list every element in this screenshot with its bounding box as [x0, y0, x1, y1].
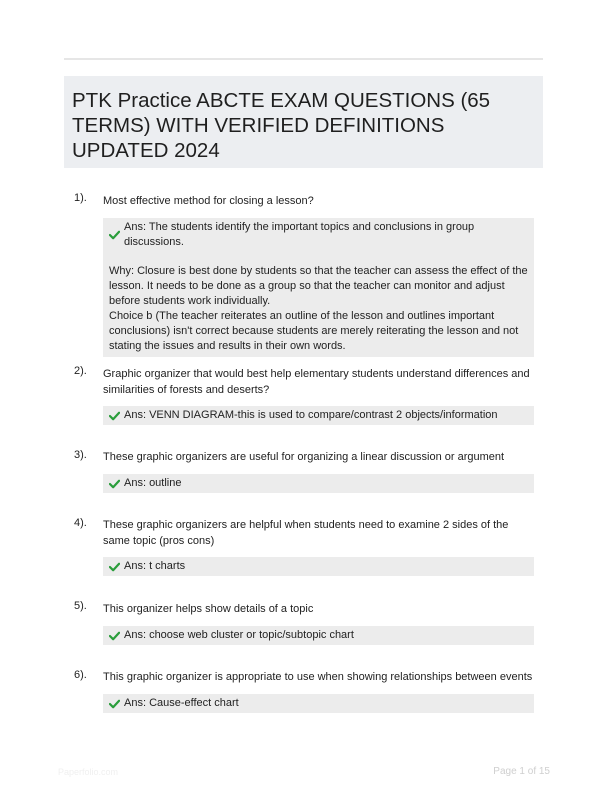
checkmark-icon: [109, 562, 120, 572]
answer-text: Ans: VENN DIAGRAM-this is used to compare/contrast 2 objects/information: [124, 409, 498, 421]
answer-box: [103, 474, 534, 493]
explanation-paragraph: Why: Closure is best done by students so that the teacher can assess the effect of the lesson. It needs to be done as a group so that the teacher can monitor and adjust before students work individually.: [109, 265, 528, 307]
checkmark-icon: [109, 631, 120, 641]
answer-text: Ans: outline: [124, 477, 182, 489]
answer-box: [103, 694, 534, 713]
answer-text: Ans: choose web cluster or topic/subtopic chart: [124, 629, 354, 641]
question-number: 6).: [74, 669, 87, 681]
footer-watermark: Paperfolio.com: [58, 767, 119, 777]
checkmark-icon: [109, 699, 120, 709]
answer-text: Ans: Cause-effect chart: [124, 697, 239, 709]
question-text: These graphic organizers are useful for organizing a linear discussion or argument: [103, 451, 505, 463]
question-number: 1).: [74, 192, 87, 204]
checkmark-icon: [109, 411, 120, 421]
question-number: 2).: [74, 365, 87, 377]
answer-box: [103, 557, 534, 576]
question-text: Most effective method for closing a lesson?: [103, 195, 314, 207]
page-number: Page 1 of 15: [493, 766, 550, 777]
answer-box: [103, 626, 534, 645]
answer-text: Ans: The students identify the important topics and conclusions in group discussions.: [124, 221, 475, 248]
explanation: [109, 264, 528, 354]
question-text: This graphic organizer is appropriate to use when showing relationships between events: [103, 671, 533, 683]
question-text: Graphic organizer that would best help elementary students understand differences and similarities of forests and deserts?: [103, 368, 530, 396]
answer-box: [103, 218, 534, 357]
title-banner: [64, 76, 543, 168]
question-number: 3).: [74, 449, 87, 461]
answer-text: Ans: t charts: [124, 560, 186, 572]
explanation-paragraph: Choice b (The teacher reiterates an outline of the lesson and outlines important conclusions) isn't correct because students are merely reiterating the lesson and not stating the issues and results in their own words.: [109, 310, 519, 352]
answer-box: [103, 406, 534, 425]
question-number: 4).: [74, 517, 87, 529]
checkmark-icon: [109, 230, 120, 240]
question-number: 5).: [74, 600, 87, 612]
document-title: PTK Practice ABCTE EXAM QUESTIONS (65 TERMS) WITH VERIFIED DEFINITIONS UPDATED 2024: [72, 89, 491, 162]
checkmark-icon: [109, 479, 120, 489]
question-text: These graphic organizers are helpful when students need to examine 2 sides of the same topic (pros cons): [103, 519, 509, 547]
question-text: This organizer helps show details of a topic: [103, 603, 314, 615]
top-divider: [64, 58, 543, 60]
